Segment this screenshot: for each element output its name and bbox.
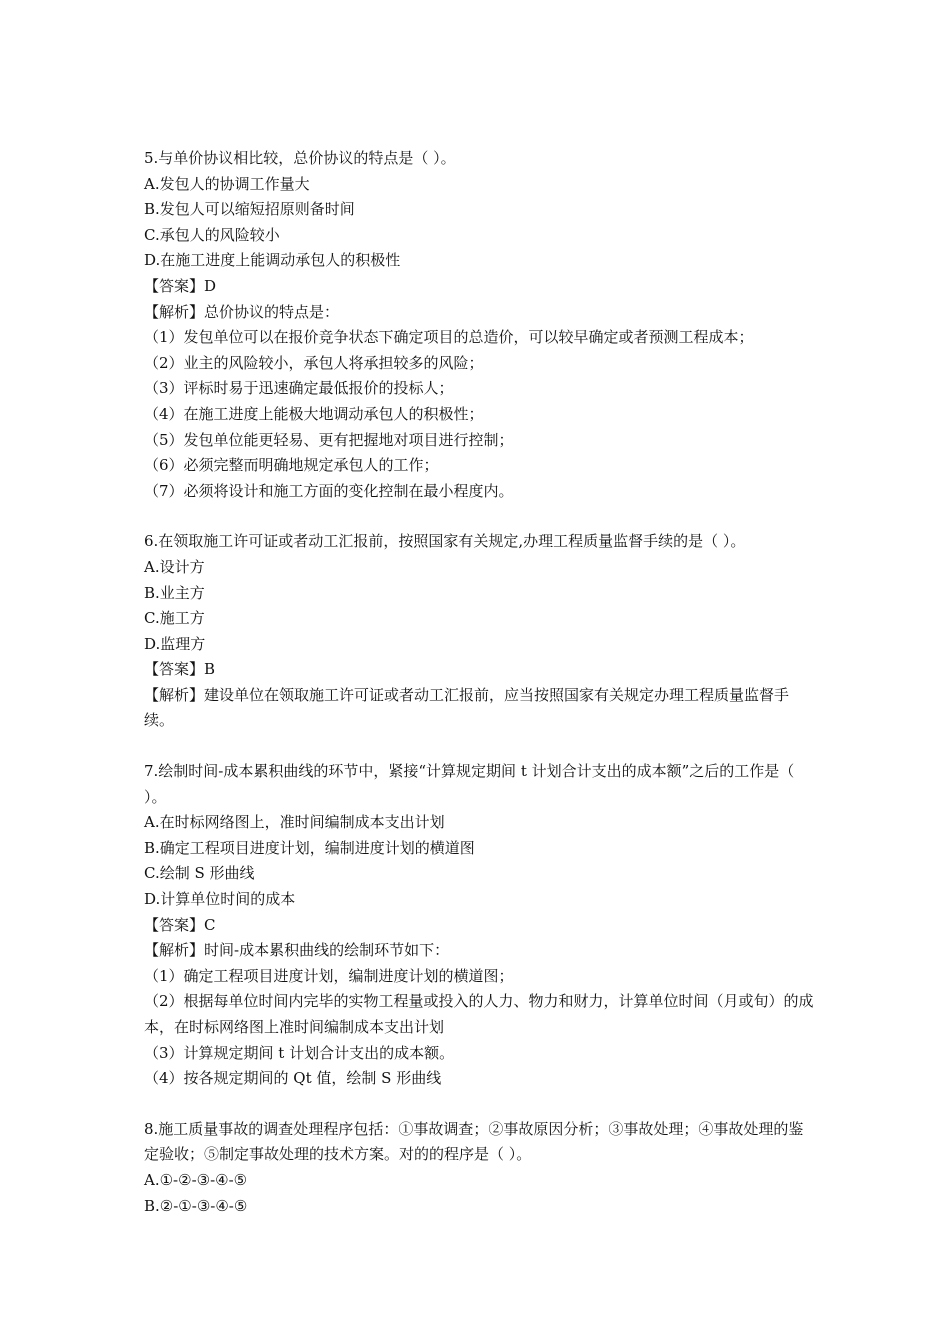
option-c: C.施工方 — [144, 609, 205, 628]
option-d: D.在施工进度上能调动承包人的积极性 — [144, 251, 401, 270]
analysis-line: （5）发包单位能更轻易、更有把握地对项目进行控制； — [144, 430, 514, 449]
question-stem: 7.绘制时间-成本累积曲线的环节中，紧接“计算规定期间 t 计划合计支出的成本额”之后的工作是（ ）。 — [144, 762, 795, 806]
analysis-line: （3）评标时易于迅速确定最低报价的投标人； — [144, 379, 454, 398]
option-c: C.绘制 S 形曲线 — [144, 864, 255, 883]
analysis-line: （6）必须完整而明确地规定承包人的工作； — [144, 456, 439, 475]
spacer — [144, 734, 816, 759]
question-5 — [144, 146, 816, 504]
option-b: B.②-①-③-④-⑤ — [144, 1196, 248, 1215]
option-a: A.发包人的协调工作量大 — [144, 174, 310, 193]
spacer — [144, 504, 816, 529]
analysis-line: （1）发包单位可以在报价竞争状态下确定项目的总造价，可以较早确定或者预测工程成本； — [144, 328, 754, 347]
answer: 【答案】C — [144, 915, 216, 934]
option-b: B.业主方 — [144, 583, 205, 602]
question-7 — [144, 759, 816, 1092]
question-6 — [144, 529, 816, 734]
answer: 【答案】B — [144, 660, 216, 679]
spacer — [144, 1092, 816, 1117]
analysis-line: （7）必须将设计和施工方面的变化控制在最小程度内。 — [144, 481, 514, 500]
question-stem: 6.在领取施工许可证或者动工汇报前，按照国家有关规定,办理工程质量监督手续的是（ ）。 — [144, 532, 746, 551]
analysis-line: 【解析】时间-成本累积曲线的绘制环节如下： — [144, 941, 450, 960]
analysis-line: （4）在施工进度上能极大地调动承包人的积极性； — [144, 404, 484, 423]
document-body — [144, 146, 816, 1219]
option-d: D.监理方 — [144, 634, 206, 653]
option-b: B.发包人可以缩短招原则备时间 — [144, 200, 355, 219]
option-a: A.①-②-③-④-⑤ — [144, 1170, 248, 1189]
option-a: A.设计方 — [144, 557, 205, 576]
analysis-line: （2）业主的风险较小，承包人将承担较多的风险； — [144, 353, 484, 372]
analysis-line: （4）按各规定期间的 Qt 值，绘制 S 形曲线 — [144, 1069, 442, 1088]
option-c: C.承包人的风险较小 — [144, 225, 280, 244]
analysis-line: （1）确定工程项目进度计划，编制进度计划的横道图； — [144, 966, 514, 985]
answer: 【答案】D — [144, 276, 217, 295]
question-8 — [144, 1117, 816, 1219]
analysis-line: 【解析】总价协议的特点是： — [144, 302, 340, 321]
option-b: B.确定工程项目进度计划，编制进度计划的横道图 — [144, 838, 475, 857]
analysis-line: （3）计算规定期间 t 计划合计支出的成本额。 — [144, 1043, 455, 1062]
question-stem: 8.施工质量事故的调查处理程序包括：①事故调查；②事故原因分析；③事故处理；④事故处理的鉴定验收；⑤制定事故处理的技术方案。对的的程序是（ ）。 — [144, 1119, 804, 1164]
analysis-paragraph: （2）根据每单位时间内完毕的实物工程量或投入的人力、物力和财力，计算单位时间（月或旬）的成本，在时标网络图上准时间编制成本支出计划 — [144, 992, 814, 1036]
option-d: D.计算单位时间的成本 — [144, 890, 296, 909]
question-stem: 5.与单价协议相比较，总价协议的特点是（ ）。 — [144, 149, 456, 167]
option-a: A.在时标网络图上，准时间编制成本支出计划 — [144, 813, 445, 832]
analysis-paragraph: 【解析】建设单位在领取施工许可证或者动工汇报前，应当按照国家有关规定办理工程质量监督手续。 — [144, 685, 790, 730]
